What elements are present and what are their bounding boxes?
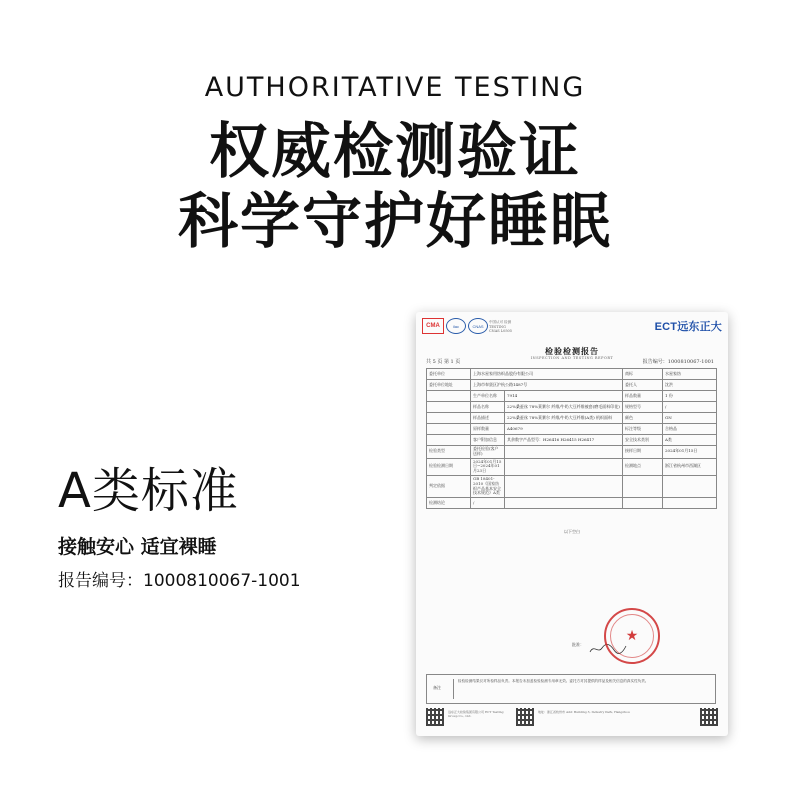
qr-code-icon	[700, 708, 718, 726]
table-cell	[505, 458, 623, 475]
ect-logo: ECT远东正大	[654, 321, 722, 333]
table-cell	[505, 498, 623, 509]
table-cell: 委托检验(客户送样)	[471, 446, 505, 459]
document-title-en: INSPECTION AND TESTING REPORT	[530, 356, 614, 360]
table-cell: /	[471, 498, 505, 509]
document-title: 检验检测报告	[545, 346, 599, 356]
cnas-logo-icon: CNAS	[468, 318, 488, 334]
table-cell: 22%桑蚕丝 78%莱赛尔 纤维/牛奶大豆纤维(A类) 机织面料	[505, 413, 623, 424]
table-cell: 2024年01月15日	[663, 446, 717, 459]
table-row	[427, 446, 717, 459]
qr-code-icon	[516, 708, 534, 726]
report-number: 报告编号：1000810067-1001	[58, 571, 301, 591]
table-cell: 委托人	[623, 380, 663, 391]
report-table	[426, 368, 717, 509]
table-cell: 其余数字产品型号：H26416 H26415 H26417	[505, 435, 623, 446]
table-cell: 委托单位地址	[427, 380, 471, 391]
table-cell	[427, 391, 471, 402]
footer-address: 地址：浙江省杭州市 Add: Building 3, Industry Park, Hangzhou	[538, 710, 630, 714]
grade-label: A类标准	[58, 463, 239, 519]
page-indicator: 共 5 页 第 1 页	[426, 359, 461, 365]
table-row	[427, 413, 717, 424]
table-row	[427, 435, 717, 446]
table-cell: 合格品	[663, 424, 717, 435]
table-cell	[505, 475, 623, 497]
table-cell	[427, 402, 471, 413]
table-cell: 生产单位名称	[471, 391, 505, 402]
table-cell: 商标	[623, 369, 663, 380]
table-cell: 判定依据	[427, 475, 471, 497]
official-seal-icon: ★	[604, 608, 660, 664]
table-row	[427, 402, 717, 413]
table-cell	[427, 413, 471, 424]
table-cell	[623, 498, 663, 509]
table-cell: /	[663, 402, 717, 413]
table-row	[427, 458, 717, 475]
table-cell: GN	[663, 413, 717, 424]
table-cell: 安全技术类别	[623, 435, 663, 446]
table-row	[427, 369, 717, 380]
table-cell: GB 18401-2010《国家纺织产品基本安全技术规范》A类	[471, 475, 505, 497]
table-cell: 浙江省杭州市西湖区	[663, 458, 717, 475]
notes-text: 检验检测结果仅对所检样品负责。本报告未加盖检验检测专用章无效。委托方对其提供的样品及相关信息的真实性负责。	[453, 679, 711, 699]
table-cell: 上海水星家用纺织品股份有限公司	[471, 369, 623, 380]
document-footer	[426, 708, 718, 728]
table-cell: 检验类型	[427, 446, 471, 459]
hero-title-line2: 科学守护好睡眠	[178, 187, 612, 257]
cnas-code: 中国认可 检测 TESTING CNAS L0505	[489, 320, 513, 334]
table-row	[427, 475, 717, 497]
document-number: 报告编号：1000810067-1001	[642, 359, 714, 365]
table-cell: 检验检测日期	[427, 458, 471, 475]
cma-logo-icon: CMA	[422, 318, 444, 334]
table-cell: 检测地点	[623, 458, 663, 475]
table-cell: 接样日期	[623, 446, 663, 459]
table-cell: 客户附加信息	[471, 435, 505, 446]
notes-row	[426, 674, 716, 704]
table-cell: 样品名称	[471, 402, 505, 413]
table-cell	[623, 475, 663, 497]
table-cell	[663, 498, 717, 509]
ilac-logo-icon: ilac	[446, 318, 466, 334]
table-row	[427, 391, 717, 402]
table-cell	[427, 435, 471, 446]
table-row	[427, 424, 717, 435]
table-cell: 颜色	[623, 413, 663, 424]
approval-label: 批准：	[572, 642, 584, 647]
table-cell: 2024年01月15日~2024年01月23日	[471, 458, 505, 475]
table-cell: A40679	[505, 424, 623, 435]
footer-company: 远东正大检验集团有限公司 ECT Testing Group Co., Ltd.	[448, 710, 504, 719]
table-cell: 7914	[505, 391, 623, 402]
table-cell: 原样数量	[471, 424, 505, 435]
test-report-document	[416, 312, 728, 736]
table-cell: 规格型号	[623, 402, 663, 413]
table-cell: 样品数量	[623, 391, 663, 402]
hero-english-title: AUTHORITATIVE TESTING	[204, 72, 586, 103]
table-cell: 1 份	[663, 391, 717, 402]
table-cell: 标注等级	[623, 424, 663, 435]
table-row	[427, 380, 717, 391]
table-row	[427, 498, 717, 509]
table-cell: 沈洪	[663, 380, 717, 391]
table-cell: 水星家纺	[663, 369, 717, 380]
table-cell	[505, 446, 623, 459]
hero-title-line1: 权威检测验证	[209, 117, 581, 187]
table-cell: A类	[663, 435, 717, 446]
qr-code-icon	[426, 708, 444, 726]
tagline: 接触安心 适宜裸睡	[58, 536, 217, 558]
table-cell: 委托单位	[427, 369, 471, 380]
table-cell	[427, 424, 471, 435]
notes-label: 备注	[433, 685, 441, 690]
table-cell: 检测结论	[427, 498, 471, 509]
table-cell	[663, 475, 717, 497]
table-cell: 22%桑蚕丝 78%莱赛尔 纤维/牛奶大豆纤维被套(磨毛面料印花)	[505, 402, 623, 413]
blank-separator: 以下空白	[564, 529, 580, 534]
table-cell: 样品描述	[471, 413, 505, 424]
table-cell: 上海市奉贤区沪杭公路1487号	[471, 380, 623, 391]
